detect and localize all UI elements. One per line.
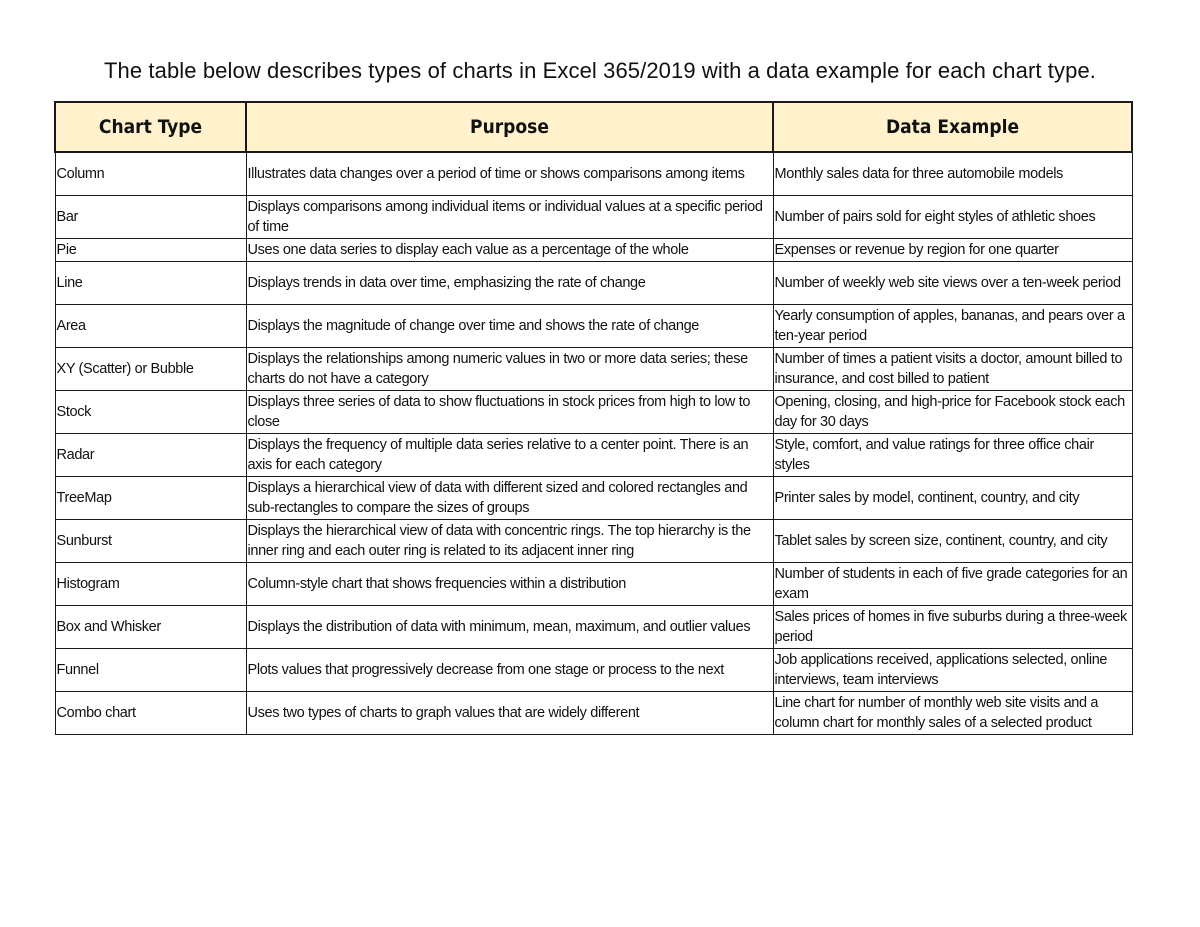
table-row xyxy=(55,477,1132,520)
cell-chart-type: Pie xyxy=(55,239,246,262)
table-row xyxy=(55,520,1132,563)
chart-types-table xyxy=(54,101,1133,735)
cell-data-example: Style, comfort, and value ratings for three office chair styles xyxy=(773,434,1132,477)
table-row xyxy=(55,262,1132,305)
cell-chart-type: Radar xyxy=(55,434,246,477)
cell-chart-type: Histogram xyxy=(55,563,246,606)
header-data-example: Data Example xyxy=(773,102,1132,152)
cell-purpose: Displays trends in data over time, emphasizing the rate of change xyxy=(246,262,773,305)
cell-purpose: Illustrates data changes over a period of time or shows comparisons among items xyxy=(246,152,773,196)
table-header-row xyxy=(55,102,1132,152)
cell-purpose: Displays the distribution of data with minimum, mean, maximum, and outlier values xyxy=(246,606,773,649)
cell-purpose: Displays comparisons among individual items or individual values at a specific period of time xyxy=(246,196,773,239)
cell-data-example: Printer sales by model, continent, country, and city xyxy=(773,477,1132,520)
header-purpose: Purpose xyxy=(246,102,773,152)
cell-data-example: Sales prices of homes in five suburbs during a three-week period xyxy=(773,606,1132,649)
cell-chart-type: Box and Whisker xyxy=(55,606,246,649)
header-chart-type: Chart Type xyxy=(55,102,246,152)
table-row xyxy=(55,692,1132,735)
cell-chart-type: Funnel xyxy=(55,649,246,692)
cell-data-example: Number of students in each of five grade categories for an exam xyxy=(773,563,1132,606)
cell-purpose: Displays a hierarchical view of data with different sized and colored rectangles and sub-rectangles to compare the sizes of groups xyxy=(246,477,773,520)
cell-data-example: Line chart for number of monthly web site visits and a column chart for monthly sales of a selected product xyxy=(773,692,1132,735)
cell-purpose: Displays three series of data to show fluctuations in stock prices from high to low to close xyxy=(246,391,773,434)
cell-chart-type: Area xyxy=(55,305,246,348)
cell-purpose: Uses one data series to display each value as a percentage of the whole xyxy=(246,239,773,262)
page-title: The table below describes types of charts in Excel 365/2019 with a data example for each chart type. xyxy=(104,58,1096,83)
cell-data-example: Tablet sales by screen size, continent, country, and city xyxy=(773,520,1132,563)
cell-data-example: Number of times a patient visits a doctor, amount billed to insurance, and cost billed to patient xyxy=(773,348,1132,391)
cell-data-example: Job applications received, applications selected, online interviews, team interviews xyxy=(773,649,1132,692)
cell-data-example: Yearly consumption of apples, bananas, and pears over a ten-year period xyxy=(773,305,1132,348)
table-row xyxy=(55,606,1132,649)
table-row xyxy=(55,239,1132,262)
table-row xyxy=(55,348,1132,391)
cell-purpose: Displays the hierarchical view of data with concentric rings. The top hierarchy is the inner ring and each outer ring is related to its adjacent inner ring xyxy=(246,520,773,563)
cell-purpose: Displays the magnitude of change over time and shows the rate of change xyxy=(246,305,773,348)
cell-purpose: Column-style chart that shows frequencies within a distribution xyxy=(246,563,773,606)
table-row xyxy=(55,305,1132,348)
cell-chart-type: Column xyxy=(55,152,246,196)
table-row xyxy=(55,152,1132,196)
table-row xyxy=(55,563,1132,606)
table-row xyxy=(55,196,1132,239)
table-row xyxy=(55,649,1132,692)
cell-purpose: Uses two types of charts to graph values that are widely different xyxy=(246,692,773,735)
cell-chart-type: Combo chart xyxy=(55,692,246,735)
cell-chart-type: XY (Scatter) or Bubble xyxy=(55,348,246,391)
cell-chart-type: Sunburst xyxy=(55,520,246,563)
cell-chart-type: Line xyxy=(55,262,246,305)
cell-data-example: Number of weekly web site views over a ten-week period xyxy=(773,262,1132,305)
cell-data-example: Expenses or revenue by region for one quarter xyxy=(773,239,1132,262)
cell-data-example: Monthly sales data for three automobile models xyxy=(773,152,1132,196)
cell-data-example: Number of pairs sold for eight styles of athletic shoes xyxy=(773,196,1132,239)
cell-data-example: Opening, closing, and high-price for Facebook stock each day for 30 days xyxy=(773,391,1132,434)
cell-purpose: Displays the relationships among numeric values in two or more data series; these charts do not have a category xyxy=(246,348,773,391)
cell-chart-type: Bar xyxy=(55,196,246,239)
cell-chart-type: Stock xyxy=(55,391,246,434)
table-row xyxy=(55,434,1132,477)
cell-purpose: Displays the frequency of multiple data series relative to a center point. There is an axis for each category xyxy=(246,434,773,477)
table-row xyxy=(55,391,1132,434)
cell-chart-type: TreeMap xyxy=(55,477,246,520)
cell-purpose: Plots values that progressively decrease from one stage or process to the next xyxy=(246,649,773,692)
